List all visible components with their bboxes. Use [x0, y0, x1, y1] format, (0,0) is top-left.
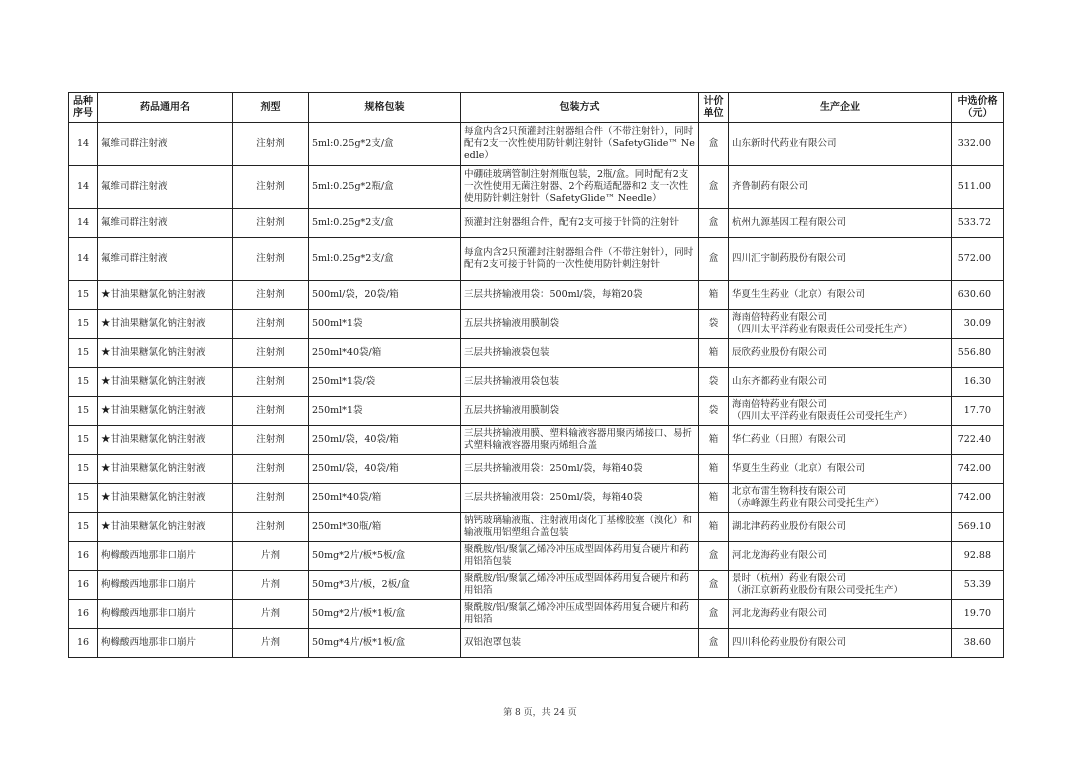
dosage-form-cell: 注射剂	[233, 397, 309, 426]
pricing-unit-cell: 箱	[699, 426, 729, 455]
dosage-form-cell: 注射剂	[233, 455, 309, 484]
table-row	[69, 281, 1004, 310]
spec-package-cell: 250ml*30瓶/箱	[309, 513, 461, 542]
selected-price-cell: 533.72	[952, 209, 1004, 238]
row-number-cell: 14	[69, 209, 98, 238]
page-footer: 第 8 页，共 24 页	[503, 708, 577, 718]
dosage-form-cell: 注射剂	[233, 513, 309, 542]
manufacturer-cell: 四川汇宇制药股份有限公司	[729, 238, 952, 281]
row-number-cell: 15	[69, 368, 98, 397]
row-number-cell: 15	[69, 339, 98, 368]
selected-price-cell: 19.70	[952, 600, 1004, 629]
header-no: 品种 序号	[69, 93, 98, 123]
dosage-form-cell: 片剂	[233, 600, 309, 629]
dosage-form-cell: 片剂	[233, 629, 309, 658]
packaging-method-cell: 三层共挤输液用袋：500ml/袋，每箱20袋	[461, 281, 699, 310]
table-row	[69, 629, 1004, 658]
table-row	[69, 166, 1004, 209]
row-number-cell: 16	[69, 600, 98, 629]
pricing-unit-cell: 盒	[699, 209, 729, 238]
selected-price-cell: 722.40	[952, 426, 1004, 455]
drug-name-cell: ★甘油果糖氯化钠注射液	[98, 310, 233, 339]
dosage-form-cell: 注射剂	[233, 166, 309, 209]
pricing-unit-cell: 盒	[699, 166, 729, 209]
drug-name-cell: 氟维司群注射液	[98, 166, 233, 209]
spec-package-cell: 50mg*2片/板*5板/盒	[309, 542, 461, 571]
selected-price-cell: 53.39	[952, 571, 1004, 600]
spec-package-cell: 250ml/袋，40袋/箱	[309, 455, 461, 484]
header-unit: 计价 单位	[699, 93, 729, 123]
dosage-form-cell: 注射剂	[233, 339, 309, 368]
manufacturer-cell: 山东齐都药业有限公司	[729, 368, 952, 397]
packaging-method-cell: 聚酰胺/铝/聚氯乙烯冷冲压成型固体药用复合硬片和药用铝箔	[461, 571, 699, 600]
selected-price-cell: 742.00	[952, 455, 1004, 484]
manufacturer-cell: 四川科伦药业股份有限公司	[729, 629, 952, 658]
dosage-form-cell: 片剂	[233, 571, 309, 600]
row-number-cell: 14	[69, 123, 98, 166]
manufacturer-cell: 山东新时代药业有限公司	[729, 123, 952, 166]
spec-package-cell: 250ml*40袋/箱	[309, 484, 461, 513]
selected-price-cell: 569.10	[952, 513, 1004, 542]
manufacturer-cell: 华夏生生药业（北京）有限公司	[729, 281, 952, 310]
packaging-method-cell: 钠钙玻璃输液瓶、注射液用卤化丁基橡胶塞（溴化）和输液瓶用铝塑组合盖包装	[461, 513, 699, 542]
table-row	[69, 426, 1004, 455]
pricing-unit-cell: 盒	[699, 571, 729, 600]
packaging-method-cell: 中硼硅玻璃管制注射剂瓶包装，2瓶/盒。同时配有2支一次性使用无菌注射器、2个药瓶适配器和2 支一次性使用防针刺注射针（SafetyGlide™ Needle）	[461, 166, 699, 209]
selected-price-cell: 556.80	[952, 339, 1004, 368]
spec-package-cell: 5ml:0.25g*2支/盒	[309, 209, 461, 238]
packaging-method-cell: 三层共挤输液用袋包装	[461, 368, 699, 397]
spec-package-cell: 250ml*1袋/袋	[309, 368, 461, 397]
header-price: 中选价格 （元）	[952, 93, 1004, 123]
drug-price-table	[68, 92, 1004, 658]
pricing-unit-cell: 箱	[699, 339, 729, 368]
drug-name-cell: ★甘油果糖氯化钠注射液	[98, 426, 233, 455]
manufacturer-cell: 景时（杭州）药业有限公司 （浙江京新药业股份有限公司受托生产）	[729, 571, 952, 600]
drug-name-cell: 枸橼酸西地那非口崩片	[98, 600, 233, 629]
drug-name-cell: 氟维司群注射液	[98, 238, 233, 281]
pricing-unit-cell: 盒	[699, 542, 729, 571]
dosage-form-cell: 注射剂	[233, 484, 309, 513]
drug-name-cell: ★甘油果糖氯化钠注射液	[98, 281, 233, 310]
selected-price-cell: 511.00	[952, 166, 1004, 209]
drug-name-cell: ★甘油果糖氯化钠注射液	[98, 513, 233, 542]
row-number-cell: 16	[69, 571, 98, 600]
row-number-cell: 15	[69, 426, 98, 455]
selected-price-cell: 742.00	[952, 484, 1004, 513]
pricing-unit-cell: 箱	[699, 513, 729, 542]
pricing-unit-cell: 箱	[699, 281, 729, 310]
dosage-form-cell: 片剂	[233, 542, 309, 571]
table-row	[69, 368, 1004, 397]
spec-package-cell: 250ml/袋，40袋/箱	[309, 426, 461, 455]
manufacturer-cell: 齐鲁制药有限公司	[729, 166, 952, 209]
manufacturer-cell: 辰欣药业股份有限公司	[729, 339, 952, 368]
drug-name-cell: ★甘油果糖氯化钠注射液	[98, 368, 233, 397]
manufacturer-cell: 湖北津药药业股份有限公司	[729, 513, 952, 542]
spec-package-cell: 5ml:0.25g*2支/盒	[309, 123, 461, 166]
selected-price-cell: 572.00	[952, 238, 1004, 281]
spec-package-cell: 250ml*1袋	[309, 397, 461, 426]
spec-package-cell: 250ml*40袋/箱	[309, 339, 461, 368]
pricing-unit-cell: 盒	[699, 238, 729, 281]
row-number-cell: 15	[69, 310, 98, 339]
pricing-unit-cell: 盒	[699, 629, 729, 658]
table-row	[69, 600, 1004, 629]
row-number-cell: 16	[69, 542, 98, 571]
header-row	[69, 93, 1004, 123]
selected-price-cell: 92.88	[952, 542, 1004, 571]
packaging-method-cell: 三层共挤输液用膜、塑料输液容器用聚丙烯接口、易折式塑料输液容器用聚丙烯组合盖	[461, 426, 699, 455]
table-row	[69, 209, 1004, 238]
packaging-method-cell: 双铝泡罩包装	[461, 629, 699, 658]
header-maker: 生产企业	[729, 93, 952, 123]
table-row	[69, 484, 1004, 513]
packaging-method-cell: 每盒内含2只预灌封注射器组合件（不带注射针），同时配有2支一次性使用防针刺注射针（SafetyGlide™ Needle）	[461, 123, 699, 166]
dosage-form-cell: 注射剂	[233, 123, 309, 166]
table-row	[69, 310, 1004, 339]
pricing-unit-cell: 盒	[699, 600, 729, 629]
selected-price-cell: 16.30	[952, 368, 1004, 397]
pricing-unit-cell: 袋	[699, 310, 729, 339]
manufacturer-cell: 杭州九源基因工程有限公司	[729, 209, 952, 238]
drug-name-cell: ★甘油果糖氯化钠注射液	[98, 397, 233, 426]
packaging-method-cell: 三层共挤输液用袋：250ml/袋，每箱40袋	[461, 455, 699, 484]
pricing-unit-cell: 箱	[699, 455, 729, 484]
drug-name-cell: 氟维司群注射液	[98, 123, 233, 166]
manufacturer-cell: 海南倍特药业有限公司 （四川太平洋药业有限责任公司受托生产）	[729, 310, 952, 339]
packaging-method-cell: 预灌封注射器组合件，配有2支可接于针筒的注射针	[461, 209, 699, 238]
dosage-form-cell: 注射剂	[233, 426, 309, 455]
dosage-form-cell: 注射剂	[233, 310, 309, 339]
header-form: 剂型	[233, 93, 309, 123]
table-body	[69, 123, 1004, 658]
row-number-cell: 16	[69, 629, 98, 658]
row-number-cell: 15	[69, 397, 98, 426]
packaging-method-cell: 三层共挤输液用袋：250ml/袋，每箱40袋	[461, 484, 699, 513]
pricing-unit-cell: 盒	[699, 123, 729, 166]
manufacturer-cell: 河北龙海药业有限公司	[729, 542, 952, 571]
selected-price-cell: 630.60	[952, 281, 1004, 310]
table-row	[69, 571, 1004, 600]
row-number-cell: 15	[69, 455, 98, 484]
selected-price-cell: 17.70	[952, 397, 1004, 426]
row-number-cell: 15	[69, 513, 98, 542]
spec-package-cell: 50mg*2片/板*1板/盒	[309, 600, 461, 629]
spec-package-cell: 50mg*4片/板*1板/盒	[309, 629, 461, 658]
header-spec: 规格包装	[309, 93, 461, 123]
selected-price-cell: 332.00	[952, 123, 1004, 166]
row-number-cell: 14	[69, 238, 98, 281]
packaging-method-cell: 五层共挤输液用膜制袋	[461, 310, 699, 339]
dosage-form-cell: 注射剂	[233, 368, 309, 397]
dosage-form-cell: 注射剂	[233, 281, 309, 310]
row-number-cell: 15	[69, 484, 98, 513]
packaging-method-cell: 聚酰胺/铝/聚氯乙烯冷冲压成型固体药用复合硬片和药用铝箔	[461, 600, 699, 629]
manufacturer-cell: 河北龙海药业有限公司	[729, 600, 952, 629]
dosage-form-cell: 注射剂	[233, 209, 309, 238]
manufacturer-cell: 华仁药业（日照）有限公司	[729, 426, 952, 455]
table-row	[69, 339, 1004, 368]
selected-price-cell: 38.60	[952, 629, 1004, 658]
packaging-method-cell: 聚酰胺/铝/聚氯乙烯冷冲压成型固体药用复合硬片和药用铝箔包装	[461, 542, 699, 571]
drug-name-cell: 枸橼酸西地那非口崩片	[98, 629, 233, 658]
drug-name-cell: 氟维司群注射液	[98, 209, 233, 238]
drug-name-cell: ★甘油果糖氯化钠注射液	[98, 484, 233, 513]
packaging-method-cell: 每盒内含2只预灌封注射器组合件（不带注射针），同时配有2支可接于针筒的一次性使用防针刺注射针	[461, 238, 699, 281]
drug-name-cell: ★甘油果糖氯化钠注射液	[98, 455, 233, 484]
table-row	[69, 397, 1004, 426]
table-row	[69, 513, 1004, 542]
spec-package-cell: 50mg*3片/板，2板/盒	[309, 571, 461, 600]
manufacturer-cell: 北京布雷生物科技有限公司 （赤峰源生药业有限公司受托生产）	[729, 484, 952, 513]
table-row	[69, 123, 1004, 166]
manufacturer-cell: 海南倍特药业有限公司 （四川太平洋药业有限责任公司受托生产）	[729, 397, 952, 426]
drug-name-cell: 枸橼酸西地那非口崩片	[98, 571, 233, 600]
packaging-method-cell: 三层共挤输液袋包装	[461, 339, 699, 368]
drug-name-cell: ★甘油果糖氯化钠注射液	[98, 339, 233, 368]
spec-package-cell: 500ml/袋，20袋/箱	[309, 281, 461, 310]
selected-price-cell: 30.09	[952, 310, 1004, 339]
table-row	[69, 238, 1004, 281]
spec-package-cell: 500ml*1袋	[309, 310, 461, 339]
spec-package-cell: 5ml:0.25g*2支/盒	[309, 238, 461, 281]
dosage-form-cell: 注射剂	[233, 238, 309, 281]
row-number-cell: 15	[69, 281, 98, 310]
table-row	[69, 542, 1004, 571]
table-row	[69, 455, 1004, 484]
packaging-method-cell: 五层共挤输液用膜制袋	[461, 397, 699, 426]
header-pack: 包装方式	[461, 93, 699, 123]
row-number-cell: 14	[69, 166, 98, 209]
drug-name-cell: 枸橼酸西地那非口崩片	[98, 542, 233, 571]
manufacturer-cell: 华夏生生药业（北京）有限公司	[729, 455, 952, 484]
pricing-unit-cell: 袋	[699, 397, 729, 426]
pricing-unit-cell: 箱	[699, 484, 729, 513]
spec-package-cell: 5ml:0.25g*2瓶/盒	[309, 166, 461, 209]
header-name: 药品通用名	[98, 93, 233, 123]
pricing-unit-cell: 袋	[699, 368, 729, 397]
